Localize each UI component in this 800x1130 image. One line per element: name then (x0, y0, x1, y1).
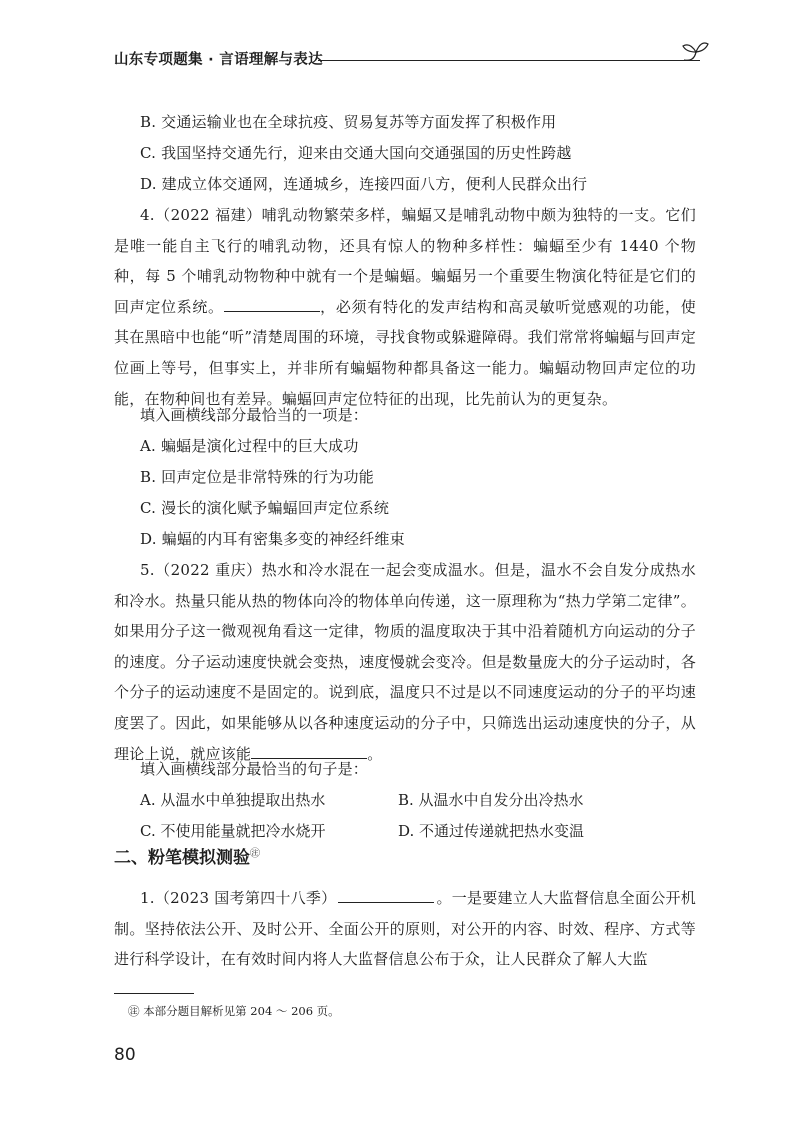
q4-prompt: 填入画横线部分最恰当的一项是： (140, 406, 369, 424)
footnote: ㊟ 本部分题目解析见第 204 ～ 206 页。 (128, 1004, 340, 1018)
section-title-text: 二、粉笔模拟测验 (114, 848, 250, 868)
q3-option-b: B. 交通运输业也在全球抗疫、贸易复苏等方面发挥了积极作用 (140, 113, 557, 131)
q4-option-c: C. 漫长的演化赋予蝙蝠回声定位系统 (140, 499, 390, 517)
q5-answer-blank (251, 742, 367, 759)
q4-option-b: B. 回声定位是非常特殊的行为功能 (140, 468, 374, 486)
q1-stem (114, 883, 696, 975)
q5-option-c: C. 不使用能量就把冷水烧开 (140, 822, 326, 840)
q5-text-after: 。 (367, 744, 383, 763)
q5-text-before: 5.（2022 重庆）热水和冷水混在一起会变成温水。但是，温水不会自发分成热水和冷水。热量只能从热的物体向冷的物体单向传递，这一原理称为“热力学第二定律”。如果用分子这一微观视角看这一定律，物质的温度取决于其中沿着随机方向运动的分子的速度。分子运动速度快就会变热，速度慢就会变冷。但是数量庞大的分子运动时，各个分子的运动速度不是固定的。说到底，温度只不过是以不同速度运动的分子的平均速度罢了。因此，如果能够从以各种速度运动的分子中，只筛选出运动速度快的分子，从理论上说，就应该能 (114, 561, 696, 763)
q4-text-after: ，必须有特化的发声结构和高灵敏听觉感观的功能，使其在黑暗中也能“听”清楚周围的环境，寻找食物或躲避障碍。我们常常将蝙蝠与回声定位画上等号，但事实上，并非所有蝙蝠物种都具备这一能力。蝙蝠动物回声定位的功能，在物种间也有差异。蝙蝠回声定位特征的出现，比先前认为的更复杂。 (114, 297, 696, 408)
running-header (114, 38, 726, 78)
q1-answer-blank (338, 886, 434, 903)
q3-option-c: C. 我国坚持交通先行，迎来由交通大国向交通强国的历史性跨越 (140, 144, 572, 162)
q4-answer-blank (224, 295, 320, 312)
page-number: 80 (114, 1045, 136, 1065)
sprout-icon (680, 38, 710, 76)
q3-option-d: D. 建成立体交通网，连通城乡，连接四面八方，便利人民群众出行 (140, 175, 588, 193)
footnote-mark: ㊟ (250, 848, 260, 860)
section-heading (114, 843, 260, 868)
header-title: 山东专项题集 · 言语理解与表达 (114, 52, 323, 68)
footnote-rule (114, 993, 194, 994)
q1-prefix: 1.（2023 国考第四十八季） (140, 889, 337, 907)
header-rule (318, 60, 700, 61)
q5-prompt: 填入画横线部分最恰当的句子是： (140, 760, 369, 778)
q1-text-after: 。一是要建立人大监督信息全面公开机制。坚持依法公开、及时公开、全面公开的原则，对公开的内容、时效、程序、方式等进行科学设计，在有效时间内将人大监督信息公布于众，让人民群众了解人大监 (114, 889, 696, 969)
q5-option-d: D. 不通过传递就把热水变温 (398, 822, 585, 840)
q5-option-a: A. 从温水中单独提取出热水 (140, 791, 326, 809)
q4-option-a: A. 蝙蝠是演化过程中的巨大成功 (140, 437, 359, 455)
q4-option-d: D. 蝙蝠的内耳有密集多变的神经纤维束 (140, 530, 405, 548)
q4-text-before: 4.（2022 福建）哺乳动物繁荣多样，蝙蝠又是哺乳动物中颇为独特的一支。它们是唯一能自主飞行的哺乳动物，还具有惊人的物种多样性：蝙蝠至少有 1440 个物种，每 5 个哺乳动物物种中就有一个是蝙蝠。蝙蝠另一个重要生物演化特征是它们的回声定位系统。 (114, 206, 696, 316)
q5-option-b: B. 从温水中自发分出冷热水 (398, 791, 584, 809)
q4-stem (114, 200, 696, 414)
q5-stem (114, 555, 696, 769)
